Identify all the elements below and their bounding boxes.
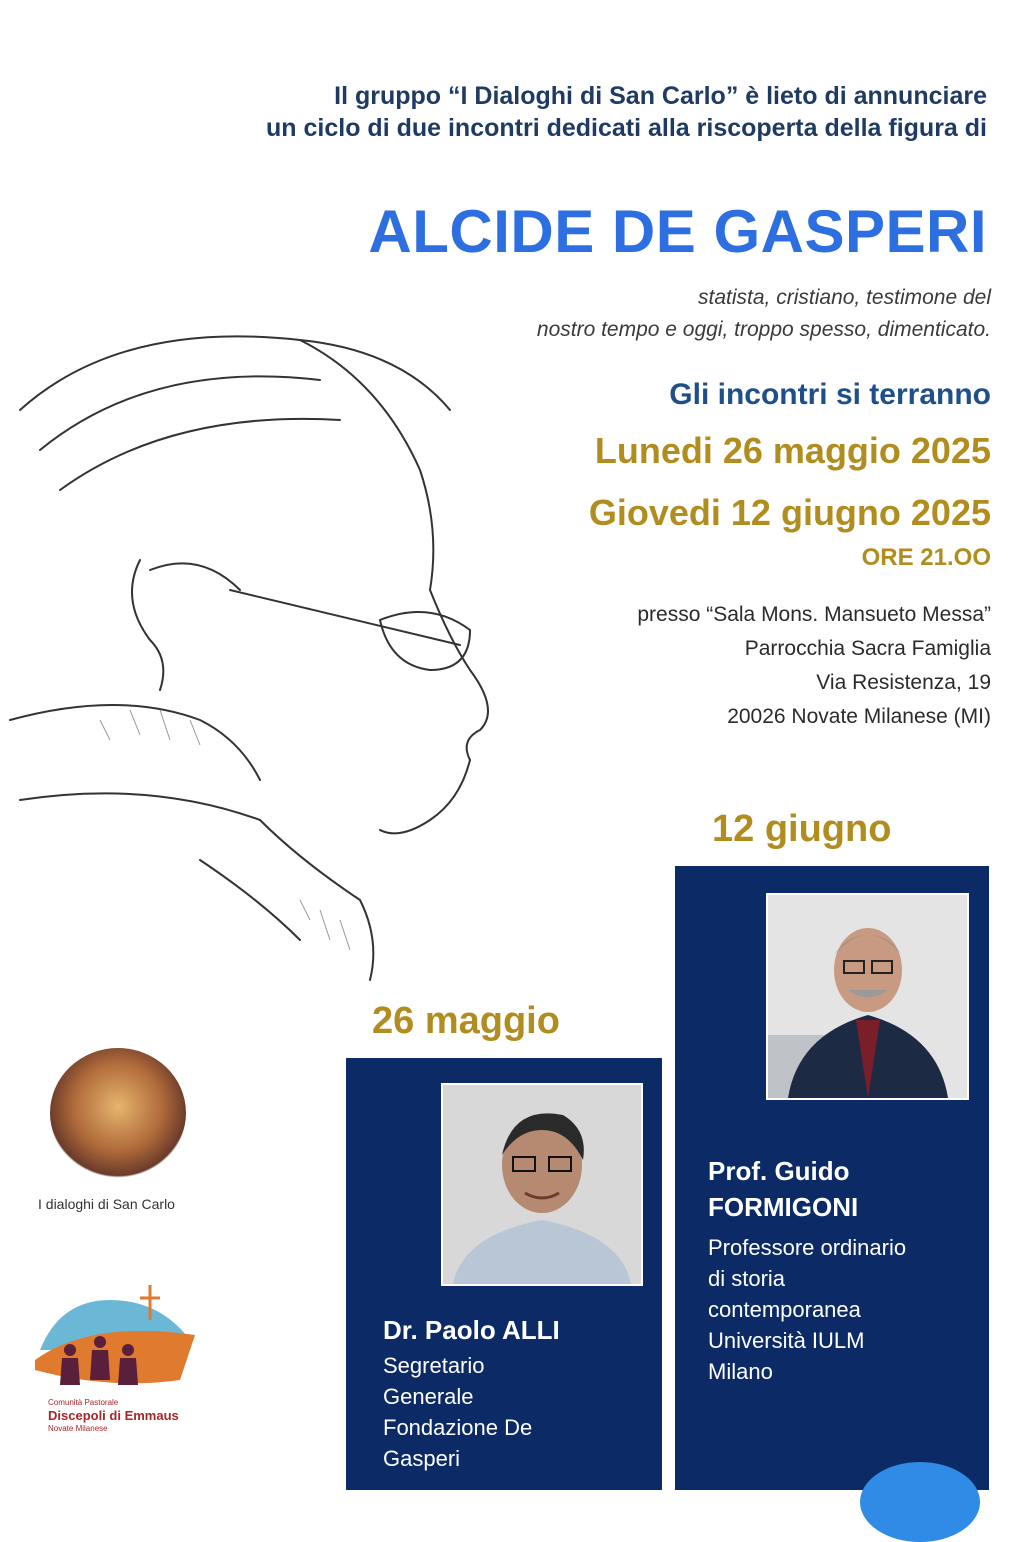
speaker-name-alli: Dr. Paolo ALLI: [383, 1315, 560, 1345]
speaker-name-line-1: Prof. Guido: [708, 1156, 850, 1186]
dialoghi-logo: [50, 1048, 186, 1178]
portrait-icon: [768, 895, 967, 1098]
venue-line-4: 20026 Novate Milanese (MI): [727, 705, 991, 728]
role-line: Generale: [383, 1384, 474, 1409]
emmaus-name: Discepoli di Emmaus: [48, 1408, 179, 1423]
role-line: Segretario: [383, 1353, 485, 1378]
portrait-icon: [443, 1085, 641, 1284]
role-line: Gasperi: [383, 1446, 461, 1471]
de-gasperi-sketch: [0, 300, 640, 1000]
speaker-role-formigoni: [708, 1232, 906, 1387]
speaker-photo-formigoni: [766, 893, 969, 1100]
speaker-name-formigoni: [708, 1153, 858, 1225]
emmaus-logo: [30, 1280, 200, 1390]
subtitle-line-1: statista, cristiano, testimone del: [698, 286, 991, 309]
date-heading-12-giugno: 12 giugno: [712, 808, 892, 850]
role-line: contemporanea: [708, 1297, 861, 1322]
role-line: Fondazione De: [383, 1415, 533, 1440]
role-line: di storia: [708, 1266, 786, 1291]
subtitle-line-2: nostro tempo e oggi, troppo spesso, dimenticato.: [536, 318, 991, 341]
role-line: Università IULM: [708, 1328, 865, 1353]
speaker-photo-alli: [441, 1083, 643, 1286]
intro-line-2: un ciclo di due incontri dedicati alla riscoperta della figura di: [266, 114, 987, 142]
venue-line-2: Parrocchia Sacra Famiglia: [744, 637, 991, 660]
schedule-date-2: Giovedi 12 giugno 2025: [588, 492, 991, 533]
emmaus-small-label: Comunità Pastorale: [48, 1398, 119, 1407]
role-line: Milano: [708, 1359, 773, 1384]
role-line: Professore ordinario: [708, 1235, 907, 1260]
date-heading-26-maggio: 26 maggio: [372, 1000, 560, 1042]
subtitle: [537, 282, 991, 346]
speaker-name-line-2: FORMIGONI: [708, 1192, 859, 1222]
schedule-time: ORE 21.OO: [861, 544, 991, 571]
venue-address: [637, 598, 991, 734]
intro-line-1: Il gruppo “I Dialoghi di San Carlo” è lieto di annunciare: [334, 82, 987, 110]
schedule-date-1: Lunedi 26 maggio 2025: [594, 430, 991, 471]
intro-text: [266, 80, 987, 144]
speaker-role-alli: [383, 1350, 532, 1474]
venue-line-1: presso “Sala Mons. Mansueto Messa”: [637, 603, 991, 626]
emmaus-sub-label: Novate Milanese: [48, 1424, 108, 1433]
event-title: ALCIDE DE GASPERI: [368, 198, 987, 265]
venue-line-3: Via Resistenza, 19: [816, 671, 991, 694]
dialoghi-logo-label: I dialoghi di San Carlo: [38, 1196, 175, 1212]
schedule-heading: Gli incontri si terranno: [669, 378, 991, 411]
decorative-blob: [860, 1462, 980, 1542]
